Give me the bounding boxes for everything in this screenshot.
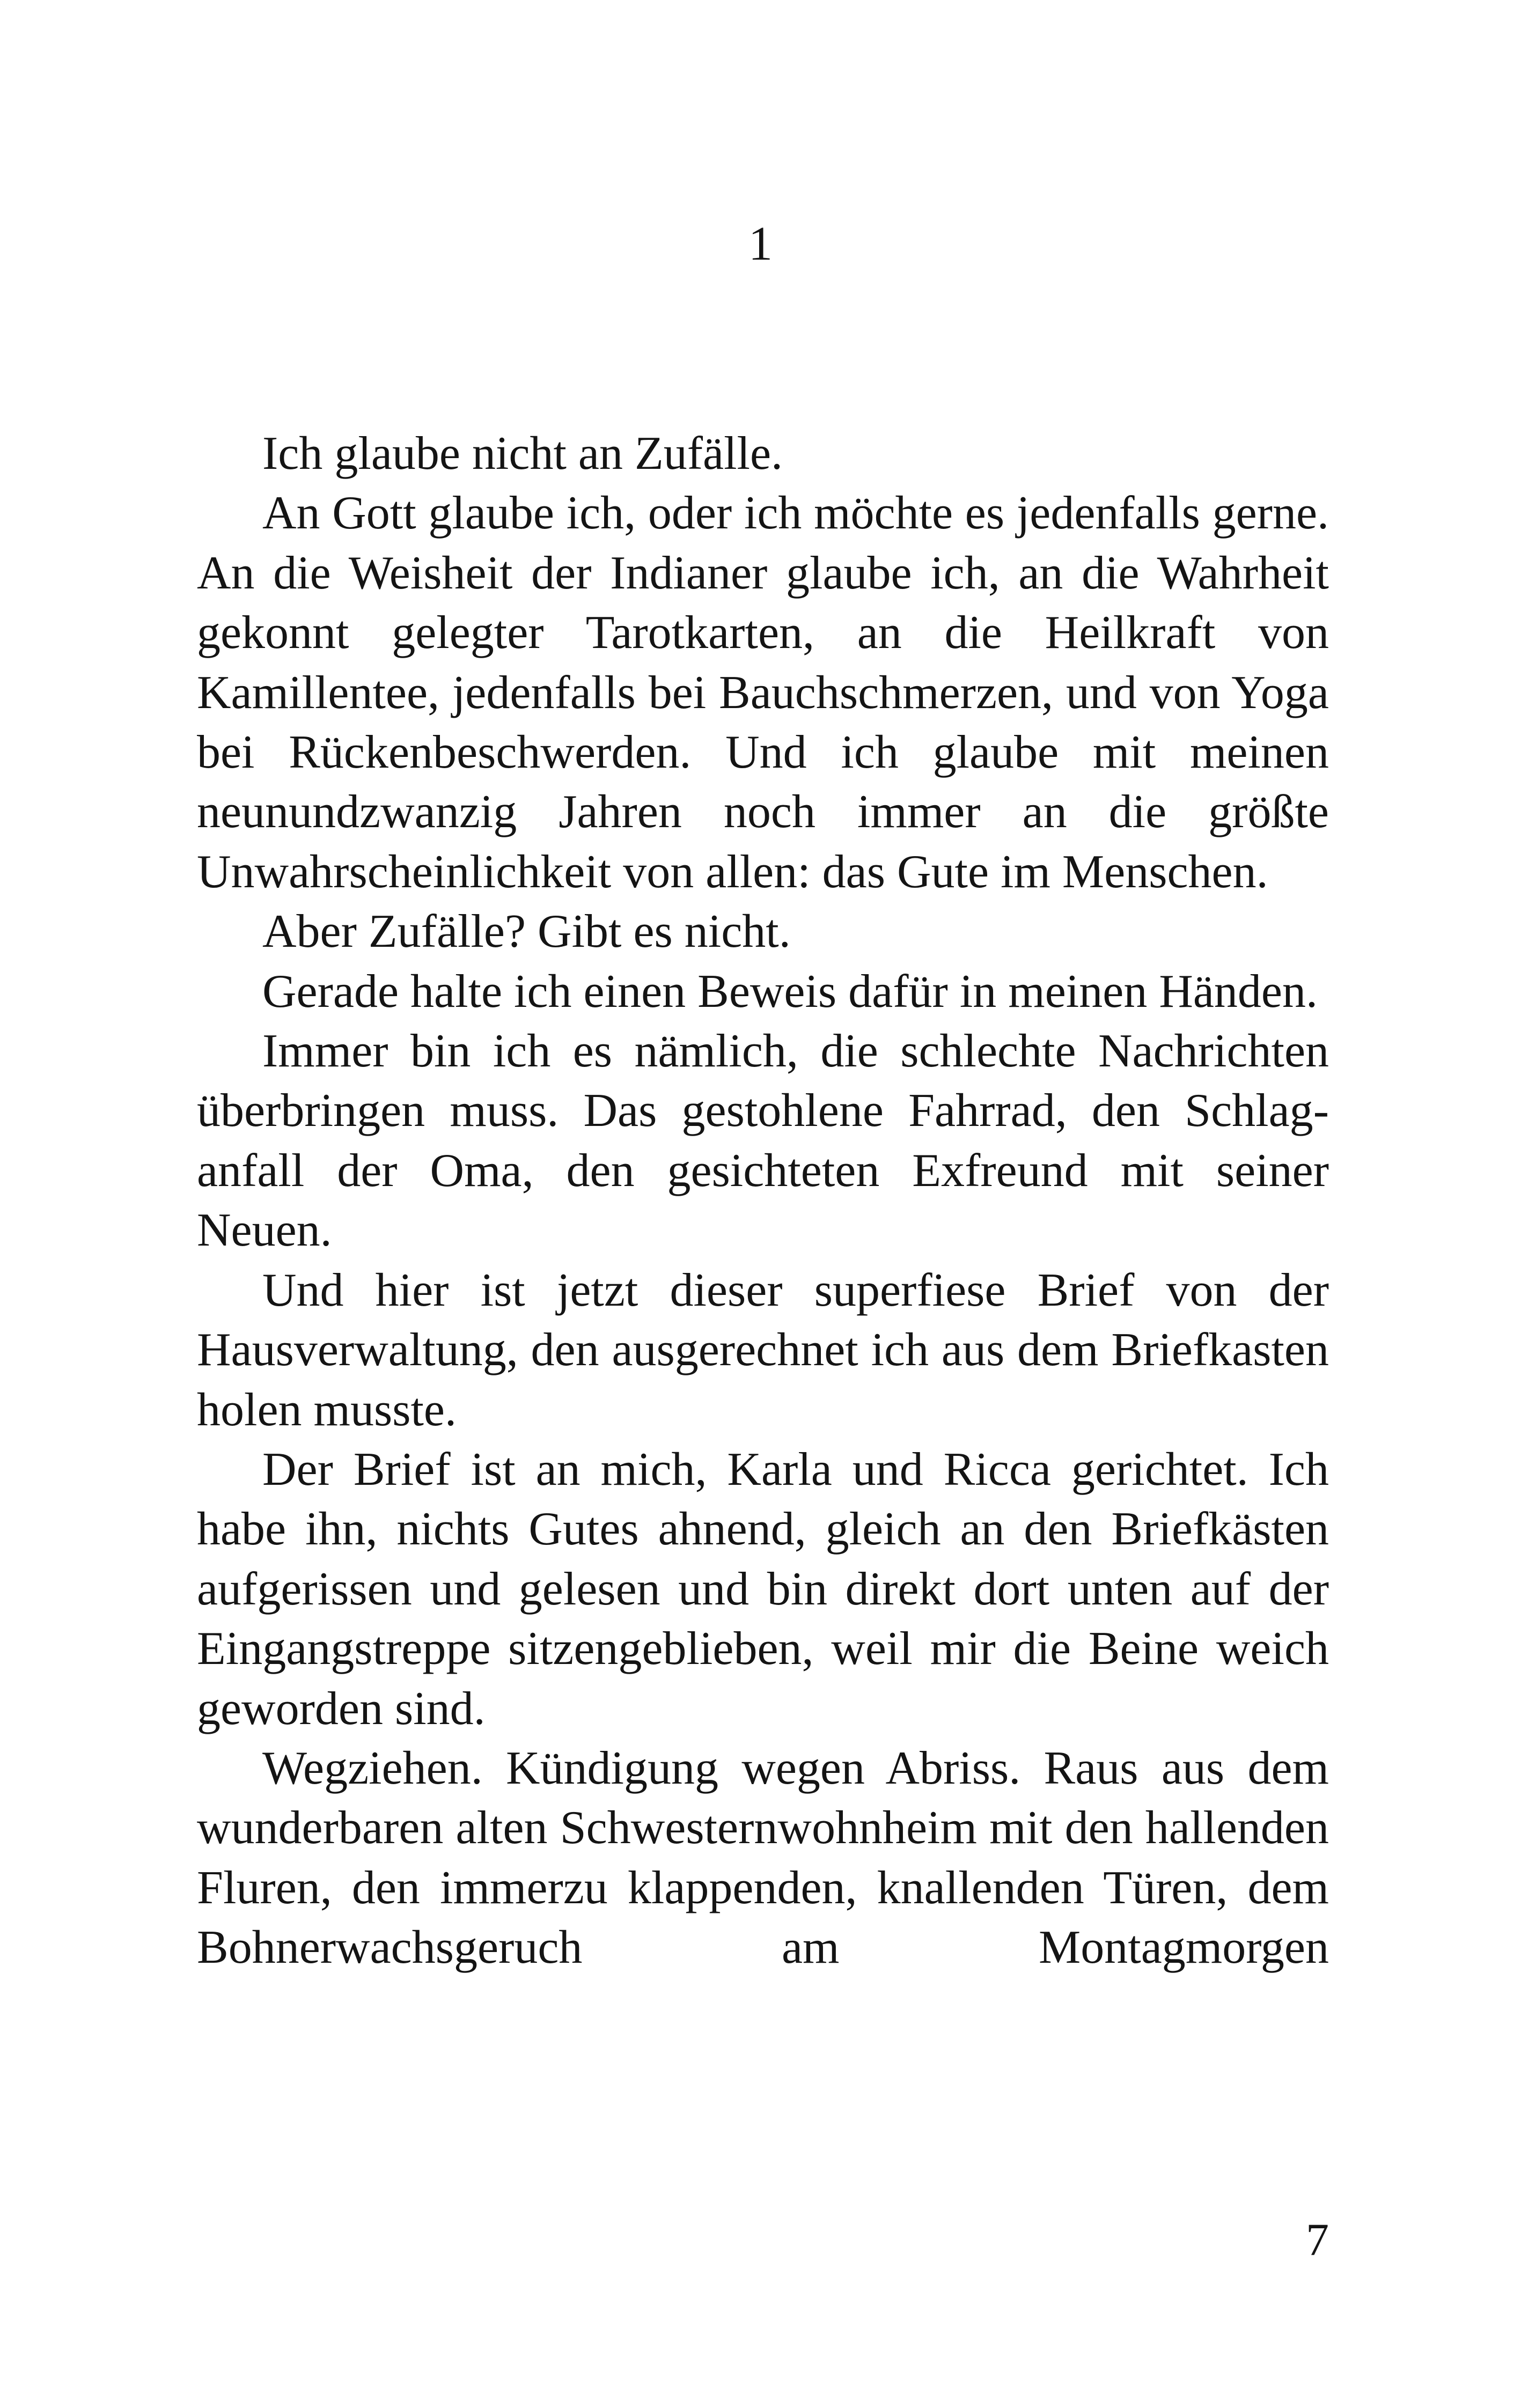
paragraph: Und hier ist jetzt dieser superfiese Brief von der Hausverwaltung, den ausgerechnet ich aus dem Briefkasten holen musste.	[197, 1264, 1329, 1436]
chapter-number: 1	[748, 217, 773, 270]
paragraph: Ich glaube nicht an Zufälle.	[262, 428, 783, 480]
paragraph: Gerade halte ich einen Beweis dafür in meinen Händen.	[262, 965, 1318, 1018]
paragraph: Immer bin ich es nämlich, die schlechte Nachrichten überbringen muss. Das gestohlene Fahrrad, den Schlaganfall der Oma, den gesichteten Exfreund mit seiner Neuen.	[197, 1025, 1329, 1257]
paragraph: Wegziehen. Kündigung wegen Abriss. Raus aus dem wunderbaren alten Schwesternwohnheim mit den hallenden Fluren, den immerzu klappenden, knallenden Türen, dem Bohnerwachsgeruch am Montagmorgen	[197, 1742, 1329, 1974]
paragraph: Aber Zufälle? Gibt es nicht.	[262, 905, 791, 958]
paragraph: Der Brief ist an mich, Karla und Ricca gerichtet. Ich habe ihn, nichts Gutes ahnend, gleich an den Briefkästen aufgerissen und gelesen und bin direkt dort unten auf der Eingangstreppe sitzengeblieben, weil mir die Beine weich geworden sind.	[197, 1443, 1329, 1735]
page-number: 7	[1306, 2214, 1329, 2265]
paragraph: An Gott glaube ich, oder ich möchte es jedenfalls gerne. An die Weisheit der Indianer glaube ich, an die Wahrheit gekonnt gelegter Tarotkarten, an die Heilkraft von Kamillentee, jedenfalls bei Bauchschmerzen, und von Yoga bei Rückenbeschwerden. Und ich glaube mit meinen neunundzwanzig Jahren noch immer an die größte Unwahrscheinlichkeit von allen: das Gute im Menschen.	[197, 487, 1329, 898]
body-text	[197, 424, 1329, 1978]
